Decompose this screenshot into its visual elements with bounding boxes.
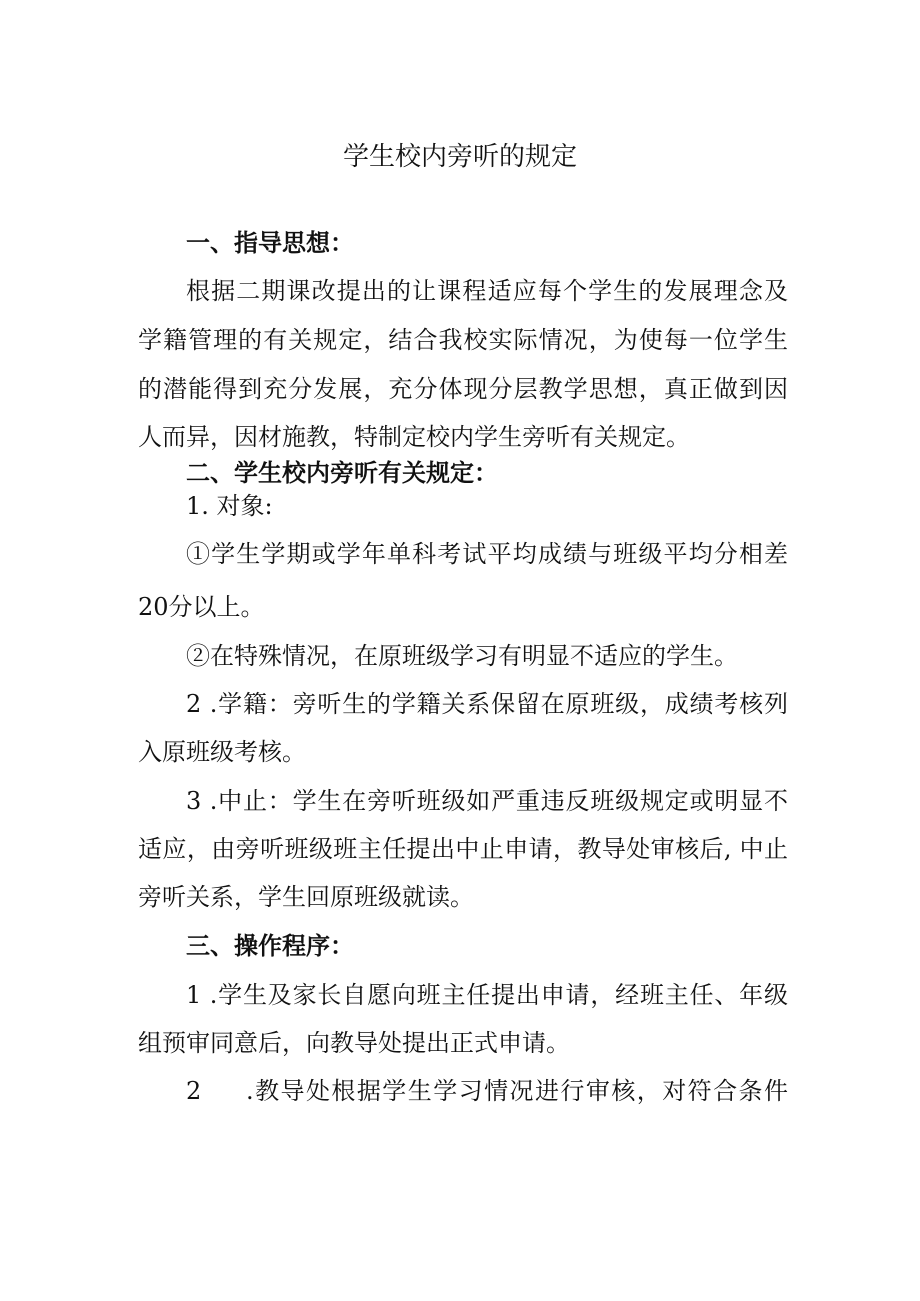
step-2-line: .教导处根据学生学习情况进行审核，对符合条件	[246, 1077, 788, 1105]
step-1-line: 1 .学生及家长自愿向班主任提出申请，经班主任、年级	[186, 981, 788, 1009]
section-1-para-line: 人而异，因材施教，特制定校内学生旁听有关规定。	[138, 423, 690, 451]
section-1-para-line: 学籍管理的有关规定，结合我校实际情况，为使每一位学生	[138, 326, 788, 354]
item-3-line: 适应，由旁听班级班主任提出中止申请，教导处审核后, 中止	[138, 835, 788, 863]
step-2-number: 2	[186, 1077, 202, 1105]
document-title: 学生校内旁听的规定	[342, 142, 577, 172]
item-2-line: 入原班级考核。	[138, 738, 306, 766]
item-3-line: 3 .中止：学生在旁听班级如严重违反班级规定或明显不	[186, 787, 788, 815]
item-3-line: 旁听关系，学生回原班级就读。	[138, 883, 474, 911]
item-1-sub-2: ②在特殊情况，在原班级学习有明显不适应的学生。	[186, 642, 738, 670]
section-2-heading: 二、学生校内旁听有关规定：	[186, 458, 498, 487]
section-1-heading: 一、指导思想：	[186, 228, 354, 257]
item-2-line: 2 .学籍：旁听生的学籍关系保留在原班级，成绩考核列	[186, 690, 788, 718]
item-1-sub-1-line: ①学生学期或学年单科考试平均成绩与班级平均分相差	[186, 540, 788, 568]
step-1-line: 组预审同意后，向教导处提出正式申请。	[138, 1029, 570, 1057]
item-1-label: 1. 对象:	[186, 492, 273, 520]
item-1-sub-1-line: 20分以上。	[138, 593, 265, 621]
section-3-heading: 三、操作程序：	[186, 931, 354, 960]
section-1-para-line: 的潜能得到充分发展，充分体现分层教学思想，真正做到因	[138, 375, 788, 403]
section-1-para-line: 根据二期课改提出的让课程适应每个学生的发展理念及	[186, 277, 788, 305]
